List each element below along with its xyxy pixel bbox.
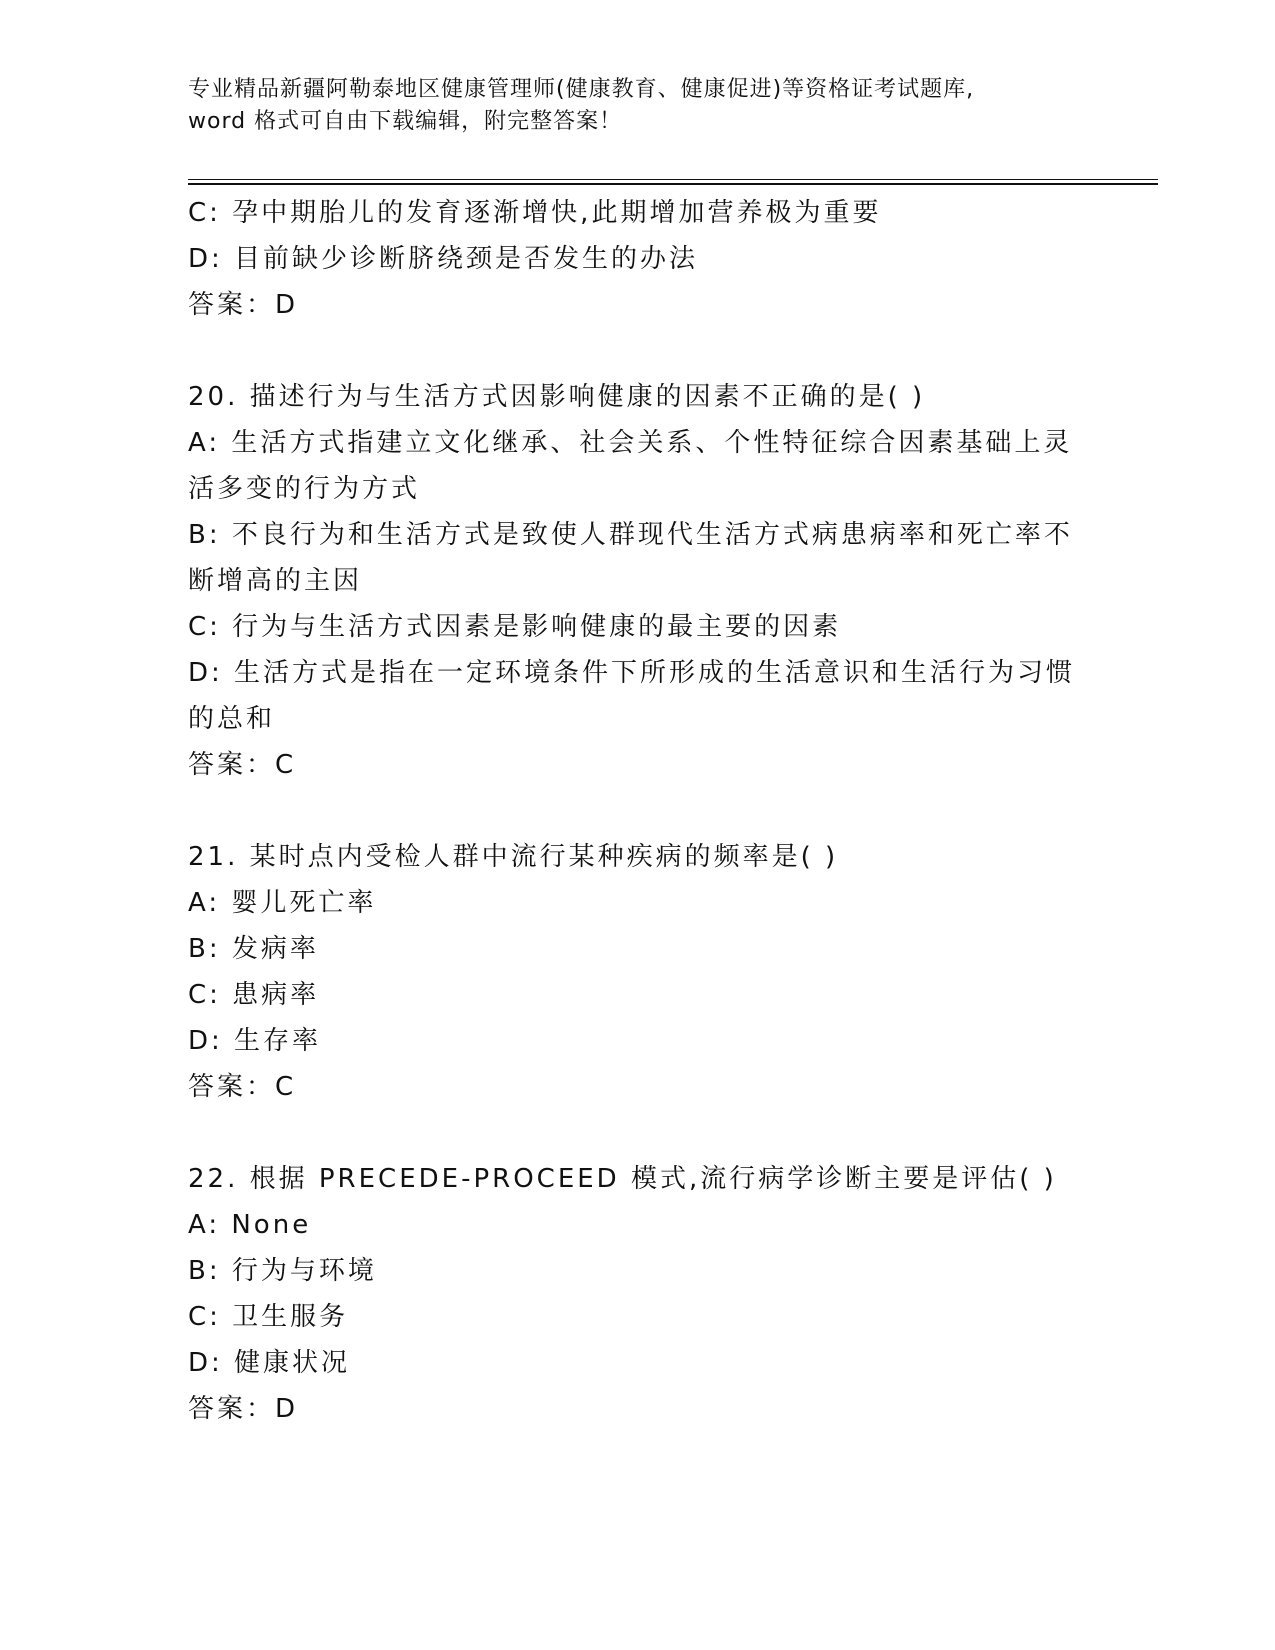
question-stem: 21. 某时点内受检人群中流行某种疾病的频率是( ) <box>188 842 839 872</box>
answer-line: 答案：C <box>188 750 297 780</box>
header-line-1: 专业精品新疆阿勒泰地区健康管理师(健康教育、健康促进)等资格证考试题库, <box>188 77 975 102</box>
option-b: B: 不良行为和生活方式是致使人群现代生活方式病患病率和死亡率不 <box>188 520 1073 550</box>
option-d: D: 健康状况 <box>188 1348 351 1378</box>
option-a: A: 婴儿死亡率 <box>188 888 377 918</box>
question-21 <box>188 834 1088 1110</box>
spacer <box>188 1110 1088 1156</box>
option-a: A: None <box>188 1210 312 1240</box>
answer-line: 答案：C <box>188 1072 297 1102</box>
question-20 <box>188 374 1088 788</box>
spacer <box>188 788 1088 834</box>
question-list <box>188 190 1088 1432</box>
question-22 <box>188 1156 1088 1432</box>
option-b: B: 发病率 <box>188 934 319 964</box>
option-a-cont: 活多变的行为方式 <box>188 474 421 504</box>
option-c: C: 卫生服务 <box>188 1302 349 1332</box>
option-c: C: 行为与生活方式因素是影响健康的最主要的因素 <box>188 612 842 642</box>
option-d-cont: 的总和 <box>188 704 276 734</box>
header-line-2: word 格式可自由下载编辑，附完整答案！ <box>188 109 623 134</box>
option-d: D: 生存率 <box>188 1026 322 1056</box>
spacer <box>188 328 1088 374</box>
answer-line: 答案：D <box>188 290 299 320</box>
answer-line: 答案：D <box>188 1394 299 1424</box>
header-rule-thick <box>188 183 1158 185</box>
option-a: A: 生活方式指建立文化继承、社会关系、个性特征综合因素基础上灵 <box>188 428 1073 458</box>
option-b-cont: 断增高的主因 <box>188 566 363 596</box>
option-d: D: 生活方式是指在一定环境条件下所形成的生活意识和生活行为习惯 <box>188 658 1076 688</box>
question-19-tail <box>188 190 1088 328</box>
option-c: C: 孕中期胎儿的发育逐渐增快,此期增加营养极为重要 <box>188 198 882 228</box>
question-stem: 20. 描述行为与生活方式因影响健康的因素不正确的是( ) <box>188 382 926 412</box>
option-d: D: 目前缺少诊断脐绕颈是否发生的办法 <box>188 244 699 274</box>
header-rule-thin <box>188 179 1158 180</box>
document-header <box>188 74 1088 138</box>
option-c: C: 患病率 <box>188 980 320 1010</box>
option-b: B: 行为与环境 <box>188 1256 377 1286</box>
question-stem: 22. 根据 PRECEDE-PROCEED 模式,流行病学诊断主要是评估( ) <box>188 1164 1057 1194</box>
